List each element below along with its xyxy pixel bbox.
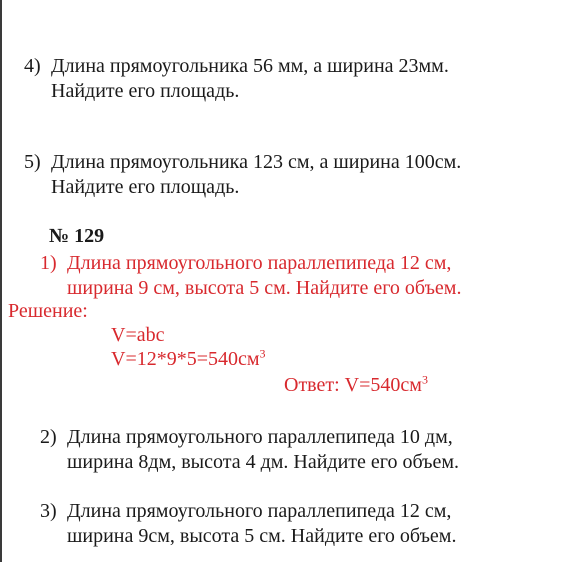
solution-formula: V=abc [111, 324, 165, 346]
problem-4-number: 4) [24, 55, 41, 77]
solution-label: Решение: [8, 300, 88, 322]
problem-1-number: 1) [40, 252, 57, 274]
problem-3-number: 3) [40, 500, 57, 522]
solution-calculation: $V=12*9*5=540см^3$ [111, 346, 266, 370]
problem-1-text-line1: Длина прямоугольного параллепипеда 12 см, [67, 252, 452, 274]
problem-5-text-line2: Найдите его площадь. [51, 176, 240, 198]
problem-2-text-line2: ширина 8дм, высота 4 дм. Найдите его объем. [67, 451, 460, 473]
section-title: № 129 [49, 225, 105, 247]
problem-3-text-line1: Длина прямоугольного параллепипеда 12 см, [67, 500, 452, 522]
problem-5-number: 5) [24, 151, 41, 173]
problem-4-text-line1: Длина прямоугольника 56 мм, а ширина 23мм. [51, 55, 449, 77]
problem-4-text-line2: Найдите его площадь. [51, 80, 240, 102]
problem-3-text-line2: ширина 9см, высота 5 см. Найдите его объем. [67, 525, 457, 547]
problem-2-text-line1: Длина прямоугольного параллепипеда 10 дм, [67, 426, 453, 448]
problem-5-text-line1: Длина прямоугольника 123 см, а ширина 100см. [51, 151, 462, 173]
problem-2-number: 2) [40, 426, 57, 448]
left-border-line [0, 0, 2, 562]
solution-answer: Ответ: $V=540см^3$ [284, 372, 428, 396]
problem-1-text-line2: ширина 9 см, высота 5 см. Найдите его объем. [67, 277, 462, 299]
